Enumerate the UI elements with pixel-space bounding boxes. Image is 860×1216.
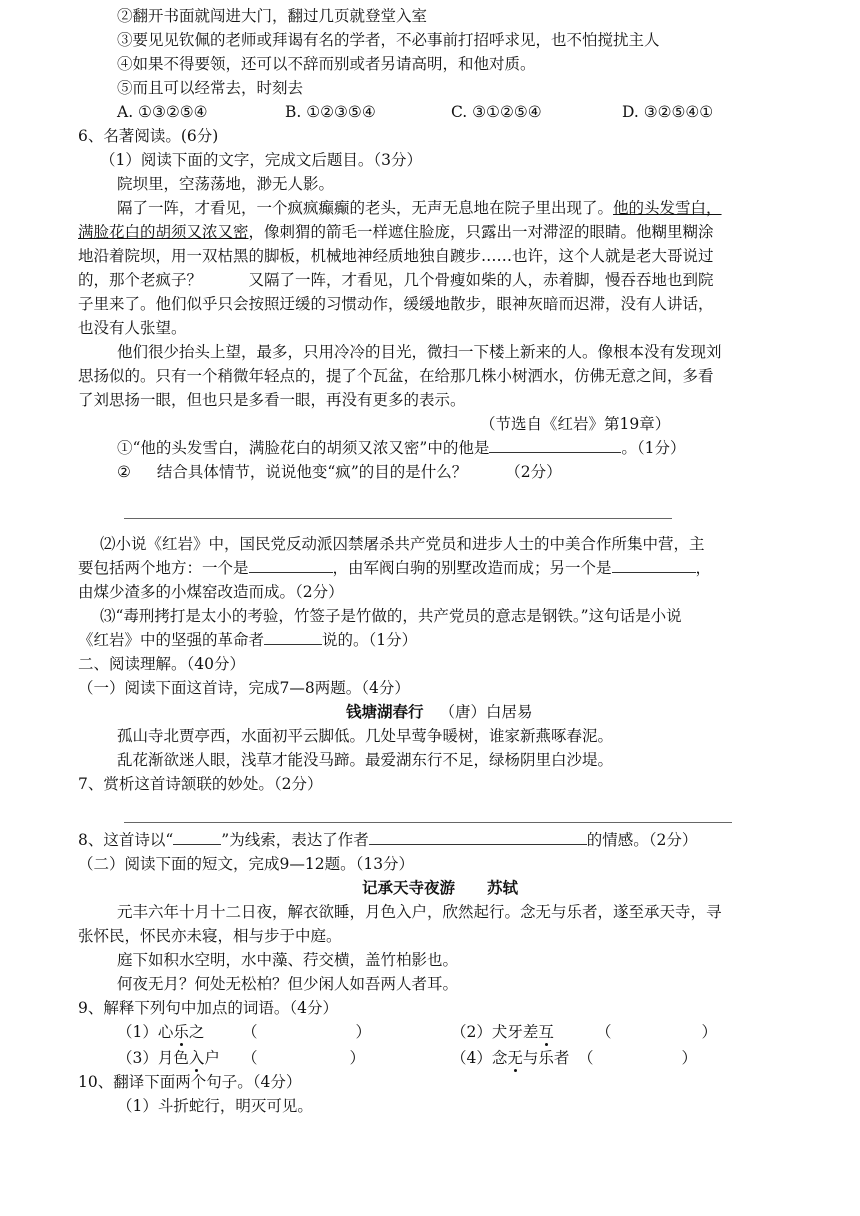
passage-text: 隔了一阵，才看见，一个疯疯癫癫的老头，无声无息地在院子里出现了。 [117,199,614,217]
prose-line-3: 庭下如积水空明，水中藻、荇交横，盖竹柏影也。 [117,951,459,969]
dotted-word: 无 [507,1049,523,1067]
dotted-word: 乐 [173,1023,189,1041]
passage-line: 思扬似的。只有一个稍微年轻点的，提了个瓦盆，在给那几株小树洒水，仿佛无意之间，多看 [78,367,714,385]
question-text: 8、这首诗以“ [78,831,174,849]
item-text: （1）心 [117,1023,174,1041]
question-score: （2分） [505,463,562,481]
prose-line-4: 何夜无月？何处无松柏？但少闲人如吾两人者耳。 [117,975,459,993]
poem-author: （唐）白居易 [439,703,533,721]
q6-sub2-line-1: ⑵小说《红岩》中，国民党反动派囚禁屠杀共产党员和进步人士的中美合作所集中营，主 [100,535,705,553]
paren-open: （ [242,1023,258,1041]
item-text: 之 [188,1023,205,1041]
passage-line: 的，那个老疯子？ 又隔了一阵，才看见，几个骨瘦如柴的人，赤着脚，慢吞吞地也到院 [78,271,714,289]
option-d: D. ③②⑤④① [622,103,714,121]
prose-title: 记承天寺夜游 [362,878,456,897]
answer-paren[interactable] [578,1046,697,1070]
answer-blank[interactable] [173,828,221,845]
passage-source: （节选自《红岩》第19章） [480,415,671,433]
part2-heading: 二、阅读理解。（40分） [78,655,245,673]
poem-title: 钱塘湖春行 [346,702,424,721]
q6-question-1 [117,436,685,460]
question-text: 结合具体情节，说说他变“疯”的目的是什么？ [156,463,468,481]
paren-close: ） [701,1023,718,1041]
item-text: 与乐者 [522,1049,570,1067]
answer-paren[interactable] [242,1020,371,1044]
poem-title-line [346,700,533,724]
choice-item-5: ⑤而且可以经常去，时刻去 [117,79,304,97]
answer-line[interactable] [124,822,732,823]
option-a: A. ①③②⑤④ [117,103,208,121]
question-text: 《红岩》中的坚强的革命者 [78,631,265,649]
question-score: 。（1分） [621,439,686,457]
q6-sub2-line-2 [78,556,711,580]
passage-line: 子里来了。他们似乎只会按照迂缓的习惯动作，缓缓地散步，眼神灰暗而迟滞，没有人讲话， [78,295,714,313]
prose-line-2: 张怀民，怀民亦未寝，相与步于中庭。 [78,927,342,945]
answer-blank[interactable] [249,556,333,573]
choice-item-3: ③要见见钦佩的老师或拜谒有名的学者，不必事前打招呼求见，也不怕搅扰主人 [117,31,660,49]
paren-close: ） [355,1023,372,1041]
passage-underlined-text: 他的头发雪白， [613,199,722,217]
option-c: C. ③①②⑤④ [451,103,542,121]
q10: 10、翻译下面两个句子。（4分） [78,1073,302,1091]
question-text: 的情感。（2分） [586,831,698,849]
answer-paren[interactable] [596,1020,717,1044]
section-1-heading: （一）阅读下面这首诗，完成7—8两题。（4分） [78,679,410,697]
poem-line-2: 乱花渐欲迷人眼，浅草才能没马蹄。最爱湖东行不足，绿杨阴里白沙堤。 [117,751,614,769]
passage-paragraph-1: 院坝里，空荡荡地，渺无人影。 [117,175,335,193]
question-number: ② [117,463,131,481]
q8 [78,828,697,852]
question-text: ， [695,559,712,577]
q9-item-4 [451,1046,569,1070]
paren-close: ） [349,1049,366,1067]
option-b: B. ①②③⑤④ [285,103,376,121]
answer-paren[interactable] [242,1046,365,1070]
q9-item-2 [451,1020,554,1044]
question-text: ，由军阀白驹的别墅改造而成；另一个是 [332,559,612,577]
poem-line-1: 孤山寺北贾亭西，水面初平云脚低。几处早莺争暖树，谁家新燕啄春泥。 [117,727,614,745]
q6-sub3-line-2 [78,628,417,652]
q6-heading: 6、名著阅读。(6分) [78,127,219,145]
question-text: ①“他的头发雪白，满脸花白的胡须又浓又密”中的他是 [117,439,490,457]
item-text: （4）念 [451,1049,508,1067]
paren-close: ） [681,1049,698,1067]
answer-blank[interactable] [264,628,322,645]
q9-item-1 [117,1020,204,1044]
prose-title-line [362,876,518,900]
item-text: （3）月色 [117,1049,189,1067]
paren-open: （ [578,1049,594,1067]
q6-sub2-line-3: 由煤少渣多的小煤窑改造而成。（2分） [78,583,344,601]
dotted-word: 入 [188,1049,205,1067]
q10-item-1: （1）斗折蛇行，明灭可见。 [117,1097,313,1115]
passage-line: 地沿着院坝，用一双枯黑的脚板，机械地神经质地独自踱步……也许，这个人就是老大哥说过 [78,247,714,265]
item-text: （2）犬牙差 [451,1023,539,1041]
passage-line: 他们很少抬头上望，最多，只用冷冷的目光，微扫一下楼上新来的人。像根本没有发现刘 [117,343,722,361]
passage-underlined-text: 满脸花白的胡须又浓又密 [78,223,249,241]
question-text: 要包括两个地方：一个是 [78,559,249,577]
answer-blank[interactable] [489,436,621,453]
passage-line [117,196,722,220]
q7: 7、赏析这首诗颔联的妙处。（2分） [78,775,323,793]
q9: 9、解释下列句中加点的词语。（4分） [78,999,338,1017]
q6-sub1-intro: （1）阅读下面的文字，完成文后题目。（3分） [100,151,422,169]
choice-item-2: ②翻开书面就闯进大门，翻过几页就登堂入室 [117,7,428,25]
prose-author: 苏轼 [487,878,519,897]
item-text: 户 [204,1049,220,1067]
q6-question-2 [117,460,562,484]
paren-open: （ [242,1049,258,1067]
passage-text: ，像刺猬的箭毛一样遮住脸庞，只露出一对滞涩的眼睛。他糊里糊涂 [248,223,714,241]
passage-line: 了刘思扬一眼，但也只是多看一眼，再没有更多的表示。 [78,391,466,409]
answer-line[interactable] [124,518,672,519]
q6-sub3-line-1: ⑶“毒刑拷打是太小的考验，竹签子是竹做的，共产党员的意志是钢铁。”这句话是小说 [100,607,682,625]
prose-line-1: 元丰六年十月十二日夜，解衣欲睡，月色入户，欣然起行。念无与乐者，遂至承天寺，寻 [117,903,722,921]
paren-open: （ [596,1023,612,1041]
question-text: 说的。（1分） [322,631,418,649]
answer-blank[interactable] [369,828,587,845]
dotted-word: 互 [538,1023,554,1041]
answer-blank[interactable] [612,556,696,573]
choice-item-4: ④如果不得要领，还可以不辞而别或者另请高明，和他对质。 [117,55,536,73]
passage-line: 也没有人张望。 [78,319,187,337]
question-text: ”为线索，表达了作者 [221,831,369,849]
section-2-heading: （二）阅读下面的短文，完成9—12题。（13分） [78,855,415,873]
q9-item-3 [117,1046,220,1070]
passage-line [78,220,714,244]
